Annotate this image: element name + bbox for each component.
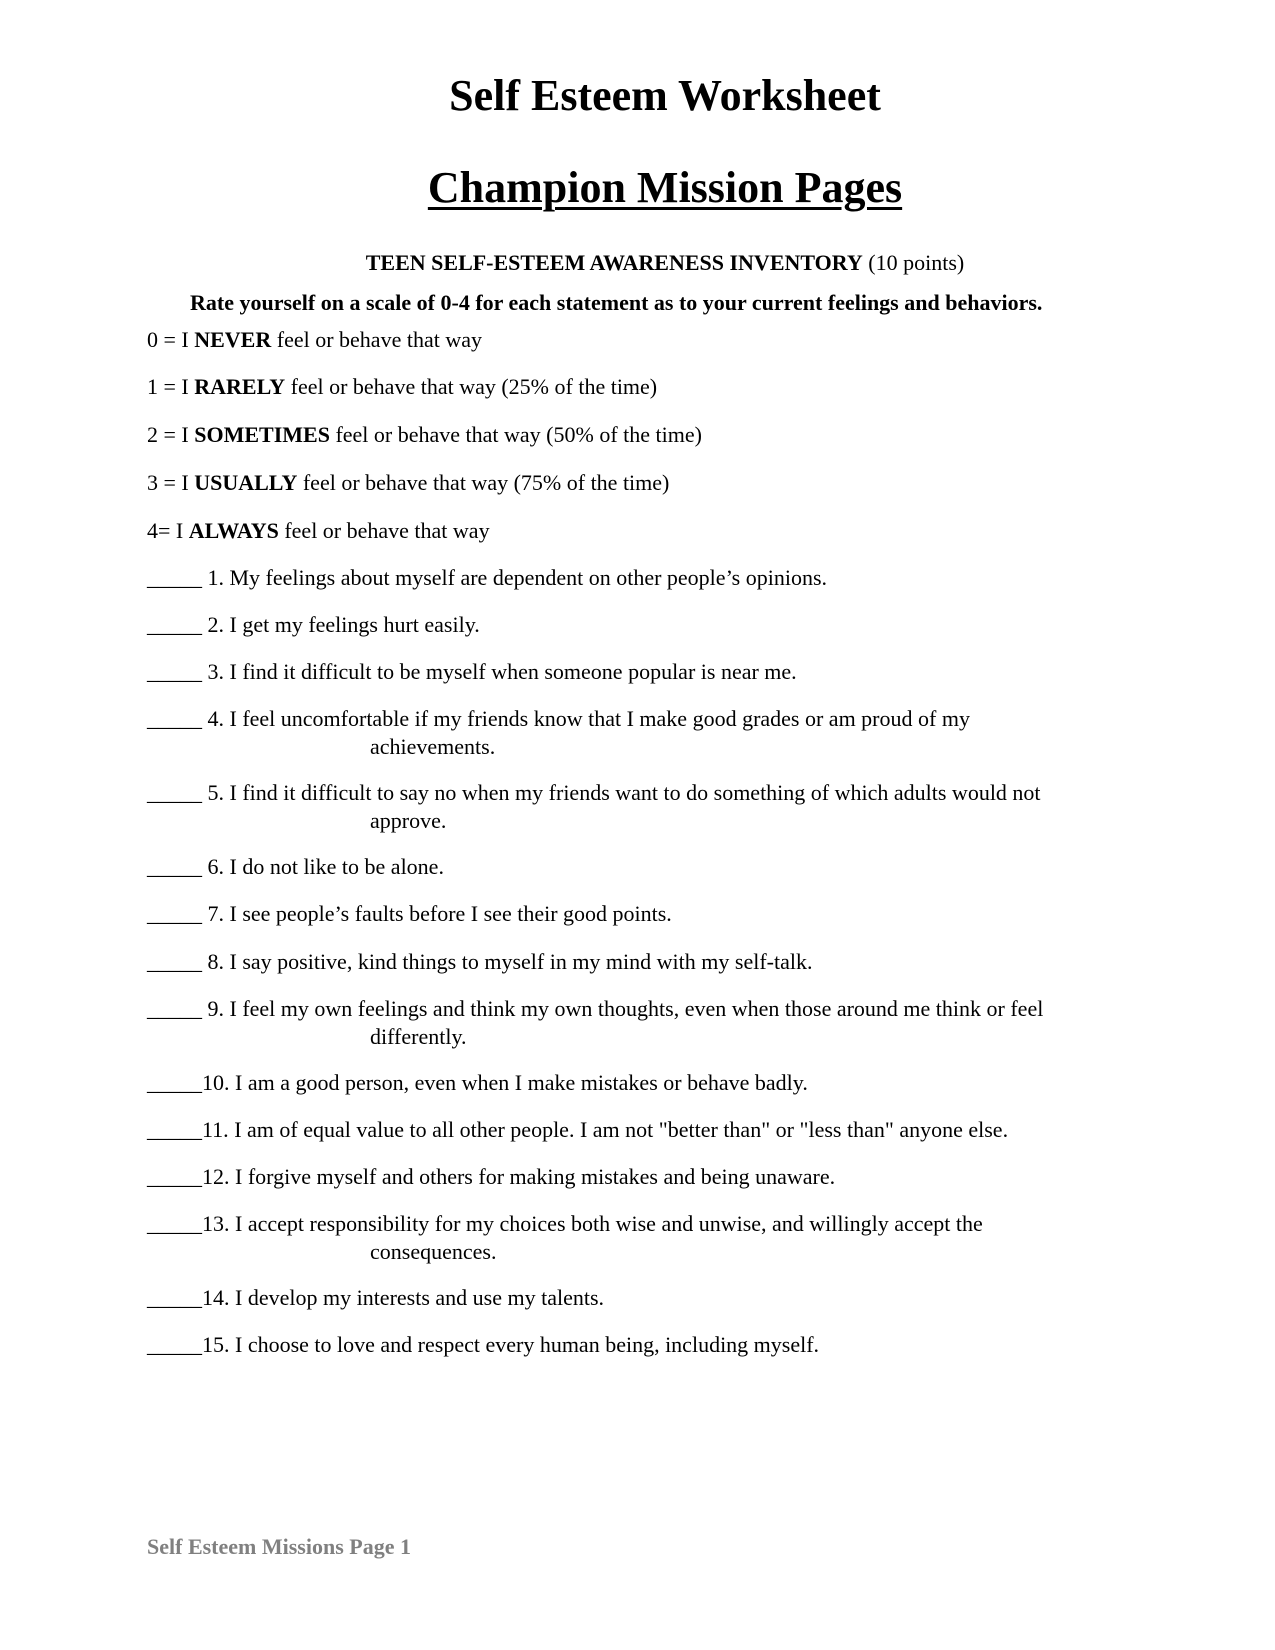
item-text: I am of equal value to all other people. I am not "better than" or "less than" anyone else. [234, 1117, 1009, 1142]
inventory-item [147, 1163, 1147, 1191]
item-number: 7. [207, 901, 224, 926]
scale-row [147, 326, 482, 354]
answer-blank[interactable]: _____ [147, 612, 202, 637]
answer-blank[interactable]: _____ [147, 996, 202, 1021]
item-text-continued: consequences. [370, 1239, 497, 1264]
item-text: I choose to love and respect every human being, including myself. [235, 1332, 820, 1357]
item-text: I do not like to be alone. [229, 854, 444, 879]
answer-blank[interactable]: _____ [147, 565, 202, 590]
inventory-item [147, 1116, 1147, 1144]
scale-description: feel or behave that way (75% of the time) [302, 470, 670, 495]
item-text-continued: differently. [370, 1024, 467, 1049]
item-text: I see people’s faults before I see their good points. [229, 901, 672, 926]
item-number: 11. [202, 1117, 229, 1142]
inventory-heading [0, 249, 1275, 277]
answer-blank[interactable]: _____ [147, 706, 202, 731]
inventory-item [147, 1210, 1147, 1266]
inventory-item [147, 611, 1147, 639]
answer-blank[interactable]: _____ [147, 1164, 202, 1189]
page-subtitle-text: Champion Mission Pages [427, 163, 903, 212]
item-text: I forgive myself and others for making mistakes and being unaware. [235, 1164, 836, 1189]
inventory-item [147, 900, 1147, 928]
answer-blank[interactable]: _____ [147, 854, 202, 879]
inventory-item [147, 779, 1147, 835]
inventory-item [147, 1331, 1147, 1359]
item-text: I accept responsibility for my choices both wise and unwise, and willingly accept the [235, 1211, 983, 1236]
scale-description: feel or behave that way (50% of the time) [335, 422, 702, 447]
scale-row [147, 517, 490, 545]
scale-description: feel or behave that way [284, 518, 490, 543]
answer-blank[interactable]: _____ [147, 780, 202, 805]
inventory-item [147, 658, 1147, 686]
item-number: 12. [202, 1164, 230, 1189]
inventory-item [147, 705, 1147, 761]
scale-row [147, 469, 669, 497]
scale-keyword: ALWAYS [188, 518, 279, 543]
scale-row [147, 373, 657, 401]
inventory-item [147, 1284, 1147, 1312]
item-text: My feelings about myself are dependent on other people’s opinions. [229, 565, 828, 590]
item-text: I feel uncomfortable if my friends know that I make good grades or am proud of my [229, 706, 970, 731]
scale-row [147, 421, 702, 449]
item-number: 8. [207, 949, 224, 974]
item-text: I am a good person, even when I make mistakes or behave badly. [235, 1070, 808, 1095]
inventory-item [147, 853, 1147, 881]
answer-blank[interactable]: _____ [147, 1332, 202, 1357]
item-text: I find it difficult to be myself when someone popular is near me. [229, 659, 797, 684]
item-number: 6. [207, 854, 224, 879]
answer-blank[interactable]: _____ [147, 1211, 202, 1236]
item-number: 4. [207, 706, 224, 731]
page-subtitle [0, 163, 1275, 213]
item-number: 2. [207, 612, 224, 637]
item-text: I develop my interests and use my talents. [235, 1285, 605, 1310]
item-text-continued: approve. [370, 808, 447, 833]
answer-blank[interactable]: _____ [147, 659, 202, 684]
item-text: I get my feelings hurt easily. [229, 612, 480, 637]
scale-keyword: USUALLY [194, 470, 298, 495]
item-text-continued: achievements. [370, 734, 496, 759]
page-footer: Self Esteem Missions Page 1 [147, 1534, 411, 1559]
item-number: 3. [207, 659, 224, 684]
answer-blank[interactable]: _____ [147, 1117, 202, 1142]
scale-keyword: SOMETIMES [194, 422, 330, 447]
item-number: 9. [207, 996, 224, 1021]
scale-prefix: 4= I [147, 518, 184, 543]
item-number: 15. [202, 1332, 230, 1357]
answer-blank[interactable]: _____ [147, 949, 202, 974]
page-title: Self Esteem Worksheet [449, 71, 881, 120]
inventory-item [147, 564, 1147, 592]
item-text: I say positive, kind things to myself in my mind with my self-talk. [229, 949, 813, 974]
item-text: I feel my own feelings and think my own thoughts, even when those around me think or feel [229, 996, 1044, 1021]
answer-blank[interactable]: _____ [147, 1070, 202, 1095]
item-number: 5. [207, 780, 224, 805]
scale-description: feel or behave that way (25% of the time) [290, 374, 658, 399]
inventory-item [147, 948, 1147, 976]
scale-keyword: RARELY [194, 374, 286, 399]
scale-prefix: 0 = I [147, 327, 189, 352]
inventory-item [147, 1069, 1147, 1097]
scale-description: feel or behave that way [276, 327, 482, 352]
inventory-item [147, 995, 1147, 1051]
answer-blank[interactable]: _____ [147, 901, 202, 926]
answer-blank[interactable]: _____ [147, 1285, 202, 1310]
scale-prefix: 1 = I [147, 374, 189, 399]
scale-prefix: 3 = I [147, 470, 189, 495]
inventory-instruction: Rate yourself on a scale of 0-4 for each statement as to your current feelings and behaviors. [190, 290, 1043, 315]
item-text: I find it difficult to say no when my friends want to do something of which adults would not [229, 780, 1041, 805]
inventory-points: (10 points) [868, 250, 965, 275]
item-number: 1. [207, 565, 224, 590]
inventory-heading-text: TEEN SELF-ESTEEM AWARENESS INVENTORY [365, 250, 863, 275]
item-number: 14. [202, 1285, 230, 1310]
scale-prefix: 2 = I [147, 422, 189, 447]
scale-keyword: NEVER [194, 327, 272, 352]
item-number: 13. [202, 1211, 230, 1236]
item-number: 10. [202, 1070, 230, 1095]
